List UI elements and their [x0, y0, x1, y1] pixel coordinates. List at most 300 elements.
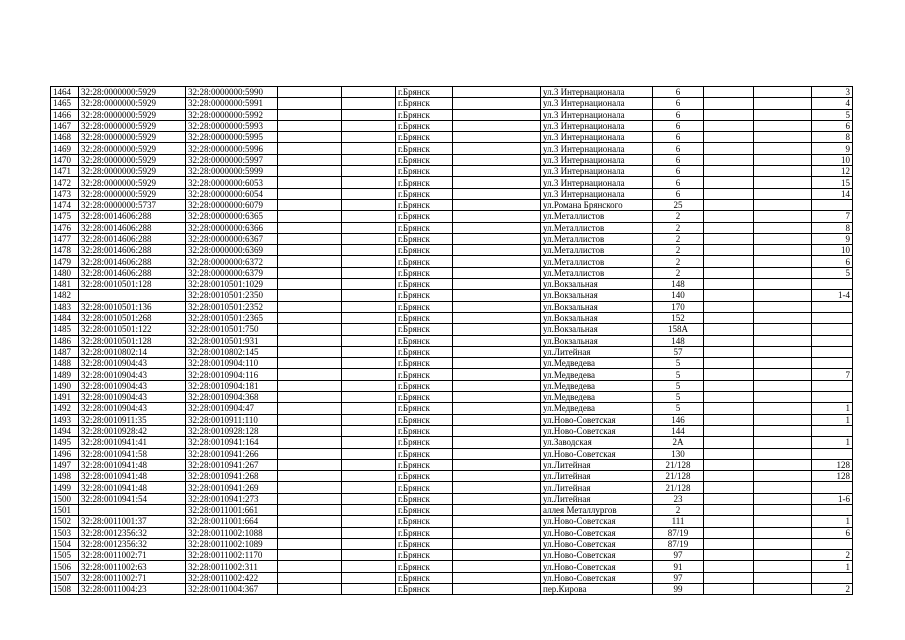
street-cell: ул.Металлистов — [541, 245, 653, 256]
city-cell: г.Брянск — [396, 459, 453, 470]
table-row — [51, 211, 853, 222]
empty-col-4-cell — [278, 279, 342, 290]
empty-col-10-cell — [704, 154, 754, 165]
apartment-number-cell: 1 — [812, 561, 853, 572]
empty-col-7-cell — [453, 493, 541, 504]
house-number-cell: 144 — [653, 425, 704, 436]
object-cadastral-number-cell: 32:28:0010941:164 — [186, 437, 278, 448]
record-number-cell: 1478 — [51, 245, 79, 256]
parcel-cadastral-number-cell: 32:28:0014606:288 — [79, 222, 186, 233]
table-row — [51, 290, 853, 301]
street-cell: ул.Вокзальная — [541, 301, 653, 312]
table-row — [51, 267, 853, 278]
record-number-cell: 1475 — [51, 211, 79, 222]
empty-col-5-cell — [342, 471, 396, 482]
city-cell: г.Брянск — [396, 369, 453, 380]
empty-col-4-cell — [278, 448, 342, 459]
parcel-cadastral-number-cell: 32:28:0010802:14 — [79, 346, 186, 357]
record-number-cell: 1496 — [51, 448, 79, 459]
empty-col-4-cell — [278, 245, 342, 256]
table-row — [51, 572, 853, 583]
empty-col-4-cell — [278, 459, 342, 470]
object-cadastral-number-cell: 32:28:0000000:6366 — [186, 222, 278, 233]
city-cell: г.Брянск — [396, 538, 453, 549]
parcel-cadastral-number-cell: 32:28:0010941:48 — [79, 459, 186, 470]
empty-col-11-cell — [754, 211, 812, 222]
parcel-cadastral-number-cell: 32:28:0000000:5929 — [79, 132, 186, 143]
table-row — [51, 109, 853, 120]
record-number-cell: 1482 — [51, 290, 79, 301]
empty-col-7-cell — [453, 527, 541, 538]
city-cell: г.Брянск — [396, 222, 453, 233]
empty-col-7-cell — [453, 301, 541, 312]
parcel-cadastral-number-cell: 32:28:0014606:288 — [79, 267, 186, 278]
parcel-cadastral-number-cell: 32:28:0014606:288 — [79, 233, 186, 244]
object-cadastral-number-cell: 32:28:0000000:5990 — [186, 87, 278, 98]
object-cadastral-number-cell: 32:28:0010501:931 — [186, 335, 278, 346]
empty-col-10-cell — [704, 143, 754, 154]
empty-col-11-cell — [754, 132, 812, 143]
record-number-cell: 1508 — [51, 584, 79, 595]
empty-col-7-cell — [453, 222, 541, 233]
registry-body — [51, 87, 853, 595]
city-cell: г.Брянск — [396, 301, 453, 312]
apartment-number-cell: 9 — [812, 233, 853, 244]
empty-col-5-cell — [342, 482, 396, 493]
empty-col-5-cell — [342, 132, 396, 143]
house-number-cell: 152 — [653, 312, 704, 323]
parcel-cadastral-number-cell: 32:28:0010904:43 — [79, 358, 186, 369]
record-number-cell: 1488 — [51, 358, 79, 369]
record-number-cell: 1507 — [51, 572, 79, 583]
parcel-cadastral-number-cell: 32:28:0012356:32 — [79, 527, 186, 538]
empty-col-10-cell — [704, 482, 754, 493]
empty-col-10-cell — [704, 392, 754, 403]
record-number-cell: 1470 — [51, 154, 79, 165]
empty-col-10-cell — [704, 561, 754, 572]
record-number-cell: 1500 — [51, 493, 79, 504]
house-number-cell: 158А — [653, 324, 704, 335]
table-row — [51, 143, 853, 154]
empty-col-5-cell — [342, 120, 396, 131]
street-cell: ул.Заводская — [541, 437, 653, 448]
parcel-cadastral-number-cell: 32:28:0000000:5929 — [79, 98, 186, 109]
apartment-number-cell: 1 — [812, 437, 853, 448]
empty-col-5-cell — [342, 561, 396, 572]
table-row — [51, 504, 853, 515]
apartment-number-cell: 12 — [812, 166, 853, 177]
empty-col-11-cell — [754, 482, 812, 493]
parcel-cadastral-number-cell: 32:28:0010904:43 — [79, 392, 186, 403]
street-cell: ул.Ново-Советская — [541, 550, 653, 561]
city-cell: г.Брянск — [396, 166, 453, 177]
record-number-cell: 1506 — [51, 561, 79, 572]
empty-col-11-cell — [754, 177, 812, 188]
empty-col-10-cell — [704, 301, 754, 312]
house-number-cell: 6 — [653, 120, 704, 131]
apartment-number-cell — [812, 392, 853, 403]
empty-col-10-cell — [704, 572, 754, 583]
empty-col-10-cell — [704, 211, 754, 222]
parcel-cadastral-number-cell: 32:28:0010941:48 — [79, 471, 186, 482]
empty-col-5-cell — [342, 154, 396, 165]
empty-col-5-cell — [342, 437, 396, 448]
parcel-cadastral-number-cell: 32:28:0010941:54 — [79, 493, 186, 504]
street-cell: ул.Медведева — [541, 358, 653, 369]
table-row — [51, 403, 853, 414]
house-number-cell: 146 — [653, 414, 704, 425]
parcel-cadastral-number-cell: 32:28:0010501:128 — [79, 335, 186, 346]
apartment-number-cell: 2 — [812, 584, 853, 595]
empty-col-7-cell — [453, 154, 541, 165]
city-cell: г.Брянск — [396, 290, 453, 301]
house-number-cell: 87/19 — [653, 527, 704, 538]
street-cell: ул.Ново-Советская — [541, 561, 653, 572]
empty-col-4-cell — [278, 267, 342, 278]
table-row — [51, 324, 853, 335]
city-cell: г.Брянск — [396, 324, 453, 335]
street-cell: ул.Литейная — [541, 346, 653, 357]
object-cadastral-number-cell: 32:28:0000000:5996 — [186, 143, 278, 154]
empty-col-11-cell — [754, 222, 812, 233]
empty-col-10-cell — [704, 324, 754, 335]
house-number-cell: 5 — [653, 369, 704, 380]
city-cell: г.Брянск — [396, 143, 453, 154]
parcel-cadastral-number-cell: 32:28:0010941:48 — [79, 482, 186, 493]
house-number-cell: 2 — [653, 211, 704, 222]
table-row — [51, 245, 853, 256]
street-cell: ул.Литейная — [541, 471, 653, 482]
empty-col-4-cell — [278, 199, 342, 210]
record-number-cell: 1480 — [51, 267, 79, 278]
record-number-cell: 1501 — [51, 504, 79, 515]
empty-col-5-cell — [342, 380, 396, 391]
empty-col-4-cell — [278, 120, 342, 131]
street-cell: ул.3 Интернационала — [541, 98, 653, 109]
record-number-cell: 1504 — [51, 538, 79, 549]
apartment-number-cell: 15 — [812, 177, 853, 188]
empty-col-5-cell — [342, 324, 396, 335]
street-cell: ул.3 Интернационала — [541, 132, 653, 143]
record-number-cell: 1485 — [51, 324, 79, 335]
house-number-cell: 148 — [653, 279, 704, 290]
object-cadastral-number-cell: 32:28:0000000:5993 — [186, 120, 278, 131]
parcel-cadastral-number-cell: 32:28:0000000:5929 — [79, 120, 186, 131]
house-number-cell: 6 — [653, 143, 704, 154]
empty-col-4-cell — [278, 166, 342, 177]
empty-col-7-cell — [453, 482, 541, 493]
record-number-cell: 1505 — [51, 550, 79, 561]
street-cell: ул.3 Интернационала — [541, 177, 653, 188]
table-row — [51, 380, 853, 391]
empty-col-4-cell — [278, 482, 342, 493]
empty-col-4-cell — [278, 358, 342, 369]
record-number-cell: 1494 — [51, 425, 79, 436]
empty-col-5-cell — [342, 143, 396, 154]
object-cadastral-number-cell: 32:28:0010904:110 — [186, 358, 278, 369]
empty-col-7-cell — [453, 392, 541, 403]
apartment-number-cell — [812, 572, 853, 583]
parcel-cadastral-number-cell: 32:28:0014606:288 — [79, 211, 186, 222]
house-number-cell: 6 — [653, 166, 704, 177]
empty-col-4-cell — [278, 572, 342, 583]
record-number-cell: 1479 — [51, 256, 79, 267]
record-number-cell: 1502 — [51, 516, 79, 527]
record-number-cell: 1473 — [51, 188, 79, 199]
apartment-number-cell — [812, 538, 853, 549]
apartment-number-cell — [812, 425, 853, 436]
parcel-cadastral-number-cell: 32:28:0010904:43 — [79, 380, 186, 391]
table-row — [51, 538, 853, 549]
object-cadastral-number-cell: 32:28:0010904:181 — [186, 380, 278, 391]
object-cadastral-number-cell: 32:28:0011001:661 — [186, 504, 278, 515]
empty-col-4-cell — [278, 493, 342, 504]
parcel-cadastral-number-cell: 32:28:0014606:288 — [79, 245, 186, 256]
parcel-cadastral-number-cell: 32:28:0011002:71 — [79, 572, 186, 583]
table-row — [51, 448, 853, 459]
object-cadastral-number-cell: 32:28:0010928:128 — [186, 425, 278, 436]
object-cadastral-number-cell: 32:28:0011002:422 — [186, 572, 278, 583]
empty-col-4-cell — [278, 87, 342, 98]
empty-col-11-cell — [754, 346, 812, 357]
record-number-cell: 1503 — [51, 527, 79, 538]
record-number-cell: 1481 — [51, 279, 79, 290]
city-cell: г.Брянск — [396, 199, 453, 210]
empty-col-7-cell — [453, 312, 541, 323]
empty-col-4-cell — [278, 527, 342, 538]
parcel-cadastral-number-cell: 32:28:0000000:5929 — [79, 177, 186, 188]
city-cell: г.Брянск — [396, 233, 453, 244]
city-cell: г.Брянск — [396, 256, 453, 267]
street-cell: ул.Металлистов — [541, 256, 653, 267]
object-cadastral-number-cell: 32:28:0010501:2352 — [186, 301, 278, 312]
empty-col-11-cell — [754, 584, 812, 595]
table-row — [51, 312, 853, 323]
empty-col-4-cell — [278, 414, 342, 425]
apartment-number-cell: 10 — [812, 245, 853, 256]
street-cell: ул.Медведева — [541, 392, 653, 403]
city-cell: г.Брянск — [396, 120, 453, 131]
empty-col-11-cell — [754, 358, 812, 369]
empty-col-11-cell — [754, 87, 812, 98]
street-cell: ул.3 Интернационала — [541, 166, 653, 177]
empty-col-5-cell — [342, 279, 396, 290]
house-number-cell: 21/128 — [653, 482, 704, 493]
empty-col-5-cell — [342, 358, 396, 369]
table-row — [51, 233, 853, 244]
street-cell: ул.Ново-Советская — [541, 538, 653, 549]
city-cell: г.Брянск — [396, 312, 453, 323]
empty-col-5-cell — [342, 267, 396, 278]
city-cell: г.Брянск — [396, 87, 453, 98]
empty-col-10-cell — [704, 425, 754, 436]
city-cell: г.Брянск — [396, 132, 453, 143]
empty-col-11-cell — [754, 516, 812, 527]
empty-col-7-cell — [453, 324, 541, 335]
house-number-cell: 6 — [653, 177, 704, 188]
table-row — [51, 335, 853, 346]
empty-col-11-cell — [754, 120, 812, 131]
empty-col-4-cell — [278, 324, 342, 335]
parcel-cadastral-number-cell: 32:28:0010941:41 — [79, 437, 186, 448]
city-cell: г.Брянск — [396, 425, 453, 436]
street-cell: ул.Вокзальная — [541, 279, 653, 290]
empty-col-5-cell — [342, 572, 396, 583]
empty-col-7-cell — [453, 233, 541, 244]
empty-col-5-cell — [342, 290, 396, 301]
apartment-number-cell: 2 — [812, 550, 853, 561]
empty-col-11-cell — [754, 425, 812, 436]
object-cadastral-number-cell: 32:28:0011002:1088 — [186, 527, 278, 538]
city-cell: г.Брянск — [396, 414, 453, 425]
apartment-number-cell: 128 — [812, 471, 853, 482]
empty-col-10-cell — [704, 504, 754, 515]
empty-col-7-cell — [453, 425, 541, 436]
empty-col-4-cell — [278, 369, 342, 380]
empty-col-10-cell — [704, 358, 754, 369]
house-number-cell: 148 — [653, 335, 704, 346]
empty-col-10-cell — [704, 312, 754, 323]
apartment-number-cell: 4 — [812, 98, 853, 109]
house-number-cell: 2 — [653, 222, 704, 233]
empty-col-10-cell — [704, 550, 754, 561]
house-number-cell: 21/128 — [653, 459, 704, 470]
apartment-number-cell: 1 — [812, 516, 853, 527]
empty-col-11-cell — [754, 392, 812, 403]
empty-col-11-cell — [754, 290, 812, 301]
apartment-number-cell — [812, 312, 853, 323]
object-cadastral-number-cell: 32:28:0010904:368 — [186, 392, 278, 403]
empty-col-5-cell — [342, 346, 396, 357]
empty-col-5-cell — [342, 493, 396, 504]
empty-col-11-cell — [754, 256, 812, 267]
empty-col-10-cell — [704, 188, 754, 199]
object-cadastral-number-cell: 32:28:0010904:116 — [186, 369, 278, 380]
empty-col-10-cell — [704, 132, 754, 143]
empty-col-7-cell — [453, 538, 541, 549]
empty-col-11-cell — [754, 471, 812, 482]
apartment-number-cell — [812, 380, 853, 391]
city-cell: г.Брянск — [396, 550, 453, 561]
apartment-number-cell: 6 — [812, 120, 853, 131]
apartment-number-cell: 5 — [812, 267, 853, 278]
empty-col-5-cell — [342, 188, 396, 199]
empty-col-10-cell — [704, 459, 754, 470]
city-cell: г.Брянск — [396, 584, 453, 595]
parcel-cadastral-number-cell: 32:28:0010911:35 — [79, 414, 186, 425]
table-row — [51, 98, 853, 109]
parcel-cadastral-number-cell: 32:28:0000000:5929 — [79, 109, 186, 120]
object-cadastral-number-cell: 32:28:0000000:6367 — [186, 233, 278, 244]
apartment-number-cell — [812, 448, 853, 459]
empty-col-5-cell — [342, 335, 396, 346]
street-cell: ул.Вокзальная — [541, 324, 653, 335]
record-number-cell: 1466 — [51, 109, 79, 120]
empty-col-11-cell — [754, 572, 812, 583]
empty-col-5-cell — [342, 211, 396, 222]
city-cell: г.Брянск — [396, 504, 453, 515]
empty-col-11-cell — [754, 245, 812, 256]
table-row — [51, 154, 853, 165]
city-cell: г.Брянск — [396, 482, 453, 493]
apartment-number-cell: 9 — [812, 143, 853, 154]
object-cadastral-number-cell: 32:28:0010501:750 — [186, 324, 278, 335]
record-number-cell: 1471 — [51, 166, 79, 177]
apartment-number-cell: 8 — [812, 132, 853, 143]
empty-col-10-cell — [704, 177, 754, 188]
table-row — [51, 222, 853, 233]
table-row — [51, 87, 853, 98]
house-number-cell: 130 — [653, 448, 704, 459]
street-cell: ул.Медведева — [541, 369, 653, 380]
house-number-cell: 5 — [653, 380, 704, 391]
table-row — [51, 199, 853, 210]
empty-col-10-cell — [704, 120, 754, 131]
parcel-cadastral-number-cell: 32:28:0010928:42 — [79, 425, 186, 436]
apartment-number-cell: 1-4 — [812, 290, 853, 301]
object-cadastral-number-cell: 32:28:0011002:1089 — [186, 538, 278, 549]
object-cadastral-number-cell: 32:28:0011002:1170 — [186, 550, 278, 561]
city-cell: г.Брянск — [396, 267, 453, 278]
empty-col-7-cell — [453, 572, 541, 583]
city-cell: г.Брянск — [396, 346, 453, 357]
table-row — [51, 346, 853, 357]
object-cadastral-number-cell: 32:28:0000000:5992 — [186, 109, 278, 120]
street-cell: ул.Ново-Советская — [541, 527, 653, 538]
empty-col-4-cell — [278, 222, 342, 233]
parcel-cadastral-number-cell: 32:28:0010501:122 — [79, 324, 186, 335]
parcel-cadastral-number-cell: 32:28:0010501:136 — [79, 301, 186, 312]
house-number-cell: 99 — [653, 584, 704, 595]
empty-col-5-cell — [342, 403, 396, 414]
city-cell: г.Брянск — [396, 572, 453, 583]
empty-col-4-cell — [278, 109, 342, 120]
empty-col-7-cell — [453, 369, 541, 380]
empty-col-5-cell — [342, 87, 396, 98]
empty-col-5-cell — [342, 256, 396, 267]
object-cadastral-number-cell: 32:28:0010941:273 — [186, 493, 278, 504]
city-cell: г.Брянск — [396, 211, 453, 222]
parcel-cadastral-number-cell — [79, 290, 186, 301]
empty-col-7-cell — [453, 414, 541, 425]
empty-col-4-cell — [278, 516, 342, 527]
empty-col-7-cell — [453, 143, 541, 154]
record-number-cell: 1489 — [51, 369, 79, 380]
house-number-cell: 111 — [653, 516, 704, 527]
empty-col-10-cell — [704, 109, 754, 120]
city-cell: г.Брянск — [396, 403, 453, 414]
empty-col-11-cell — [754, 414, 812, 425]
parcel-cadastral-number-cell: 32:28:0000000:5929 — [79, 154, 186, 165]
object-cadastral-number-cell: 32:28:0011002:311 — [186, 561, 278, 572]
empty-col-11-cell — [754, 233, 812, 244]
record-number-cell: 1498 — [51, 471, 79, 482]
empty-col-5-cell — [342, 199, 396, 210]
empty-col-10-cell — [704, 222, 754, 233]
object-cadastral-number-cell: 32:28:0010904:47 — [186, 403, 278, 414]
empty-col-4-cell — [278, 335, 342, 346]
empty-col-11-cell — [754, 109, 812, 120]
empty-col-11-cell — [754, 369, 812, 380]
empty-col-10-cell — [704, 245, 754, 256]
empty-col-5-cell — [342, 166, 396, 177]
empty-col-5-cell — [342, 538, 396, 549]
empty-col-5-cell — [342, 98, 396, 109]
empty-col-5-cell — [342, 584, 396, 595]
object-cadastral-number-cell: 32:28:0011001:664 — [186, 516, 278, 527]
empty-col-5-cell — [342, 312, 396, 323]
apartment-number-cell — [812, 335, 853, 346]
